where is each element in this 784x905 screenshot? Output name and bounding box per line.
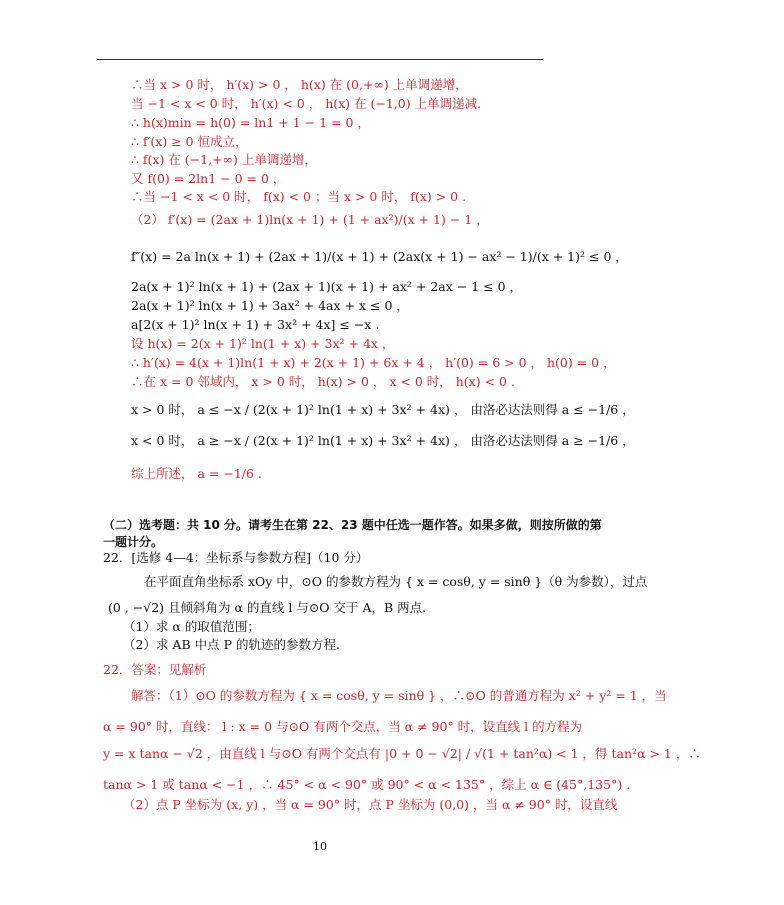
- text-line: ∴ h(x)min = h(0) = ln1 + 1 − 1 = 0 ，: [131, 115, 370, 130]
- text-line: ∴ f(x) 在 (−1,+∞) 上单调递增，: [131, 152, 317, 167]
- text-line: ∴ h′(x) = 4(x + 1)ln(1 + x) + 2(x + 1) + 6x + 4 ， h′(0) = 6 > 0 ， h(0) = 0 ，: [131, 355, 616, 370]
- text-line: （2） f′(x) = (2ax + 1)ln(x + 1) + (1 + ax²)/(x + 1) − 1 ，: [131, 212, 489, 227]
- text-line: ∴当 x > 0 时， h′(x) > 0 ， h(x) 在 (0,+∞) 上单调递增，: [131, 77, 468, 92]
- question-text: 在平面直角坐标系 xOy 中，⊙O 的参数方程为 { x = cosθ, y = sinθ }（θ 为参数），过点: [144, 574, 648, 589]
- answer-line: （2）点 P 坐标为 (x, y) ，当 α = 90° 时，点 P 坐标为 (0,0) ，当 α ≠ 90° 时，设直线: [123, 797, 618, 812]
- text-line: x > 0 时， a ≤ −x / (2(x + 1)² ln(1 + x) + 3x² + 4x) ， 由洛必达法则得 a ≤ −1/6 ，: [131, 402, 635, 417]
- text-line: 又 f(0) = 2ln1 − 0 = 0 ，: [131, 171, 286, 186]
- question-text: （1）求 α 的取值范围；: [123, 619, 260, 634]
- text-line: 综上所述， a = −1/6 .: [131, 466, 262, 481]
- answer-line: α = 90° 时，直线： l : x = 0 与⊙O 有两个交点，当 α ≠ 90° 时，设直线 l 的方程为: [103, 719, 583, 734]
- text-line: 设 h(x) = 2(x + 1)² ln(1 + x) + 3x² + 4x ，: [131, 336, 395, 351]
- text-line: x < 0 时， a ≥ −x / (2(x + 1)² ln(1 + x) + 3x² + 4x) ， 由洛必达法则得 a ≥ −1/6 ，: [131, 433, 635, 448]
- text-line: a[2(x + 1)² ln(x + 1) + 3x² + 4x] ≤ −x .: [131, 317, 380, 332]
- text-line: 2a(x + 1)² ln(x + 1) + 3ax² + 4ax + x ≤ 0 ，: [131, 298, 409, 313]
- text-line: 当 −1 < x < 0 时， h′(x) < 0 ， h(x) 在 (−1,0) 上单调递减.: [131, 96, 482, 111]
- section-heading: 一题计分。: [103, 535, 164, 549]
- text-line: ∴当 −1 < x < 0 时， f(x) < 0 ；当 x > 0 时， f(x) > 0 .: [131, 189, 467, 204]
- text-line: f″(x) = 2a ln(x + 1) + (2ax + 1)/(x + 1) + (2ax(x + 1) − ax² − 1)/(x + 1)² ≤ 0 ，: [131, 249, 628, 264]
- text-line: ∴ f′(x) ≥ 0 恒成立，: [131, 134, 248, 149]
- answer-line: y = x tanα − √2 ，由直线 l 与⊙O 有两个交点有 |0 + 0 − √2| / √(1 + tan²α) < 1 ，得 tan²α > 1 ，∴: [103, 746, 701, 761]
- page-number: 10: [313, 840, 327, 853]
- answer-line: tanα > 1 或 tanα < −1 ，∴ 45° < α < 90° 或 90° < α < 135° ，综上 α ∈ (45°,135°) .: [103, 777, 631, 792]
- header-rule: [97, 59, 543, 60]
- question-text: (0 , −√2) 且倾斜角为 α 的直线 l 与⊙O 交于 A，B 两点.: [108, 600, 427, 615]
- question-title: 22．[选修 4—4：坐标系与参数方程]（10 分）: [103, 550, 369, 565]
- answer-heading: 22．答案：见解析: [103, 662, 207, 677]
- answer-line: 解答：（1）⊙O 的参数方程为 { x = cosθ, y = sinθ } ，∴⊙O 的普通方程为 x² + y² = 1 ，当: [131, 688, 667, 703]
- section-heading: （二）选考题：共 10 分。请考生在第 22、23 题中任选一题作答。如果多做，则按所做的第: [103, 518, 602, 532]
- text-line: ∴在 x = 0 邻域内， x > 0 时， h(x) > 0 ， x < 0 时， h(x) < 0 .: [131, 374, 515, 389]
- text-line: 2a(x + 1)² ln(x + 1) + (2ax + 1)(x + 1) + ax² + 2ax − 1 ≤ 0 ，: [131, 279, 522, 294]
- question-text: （2）求 AB 中点 P 的轨迹的参数方程.: [123, 637, 340, 652]
